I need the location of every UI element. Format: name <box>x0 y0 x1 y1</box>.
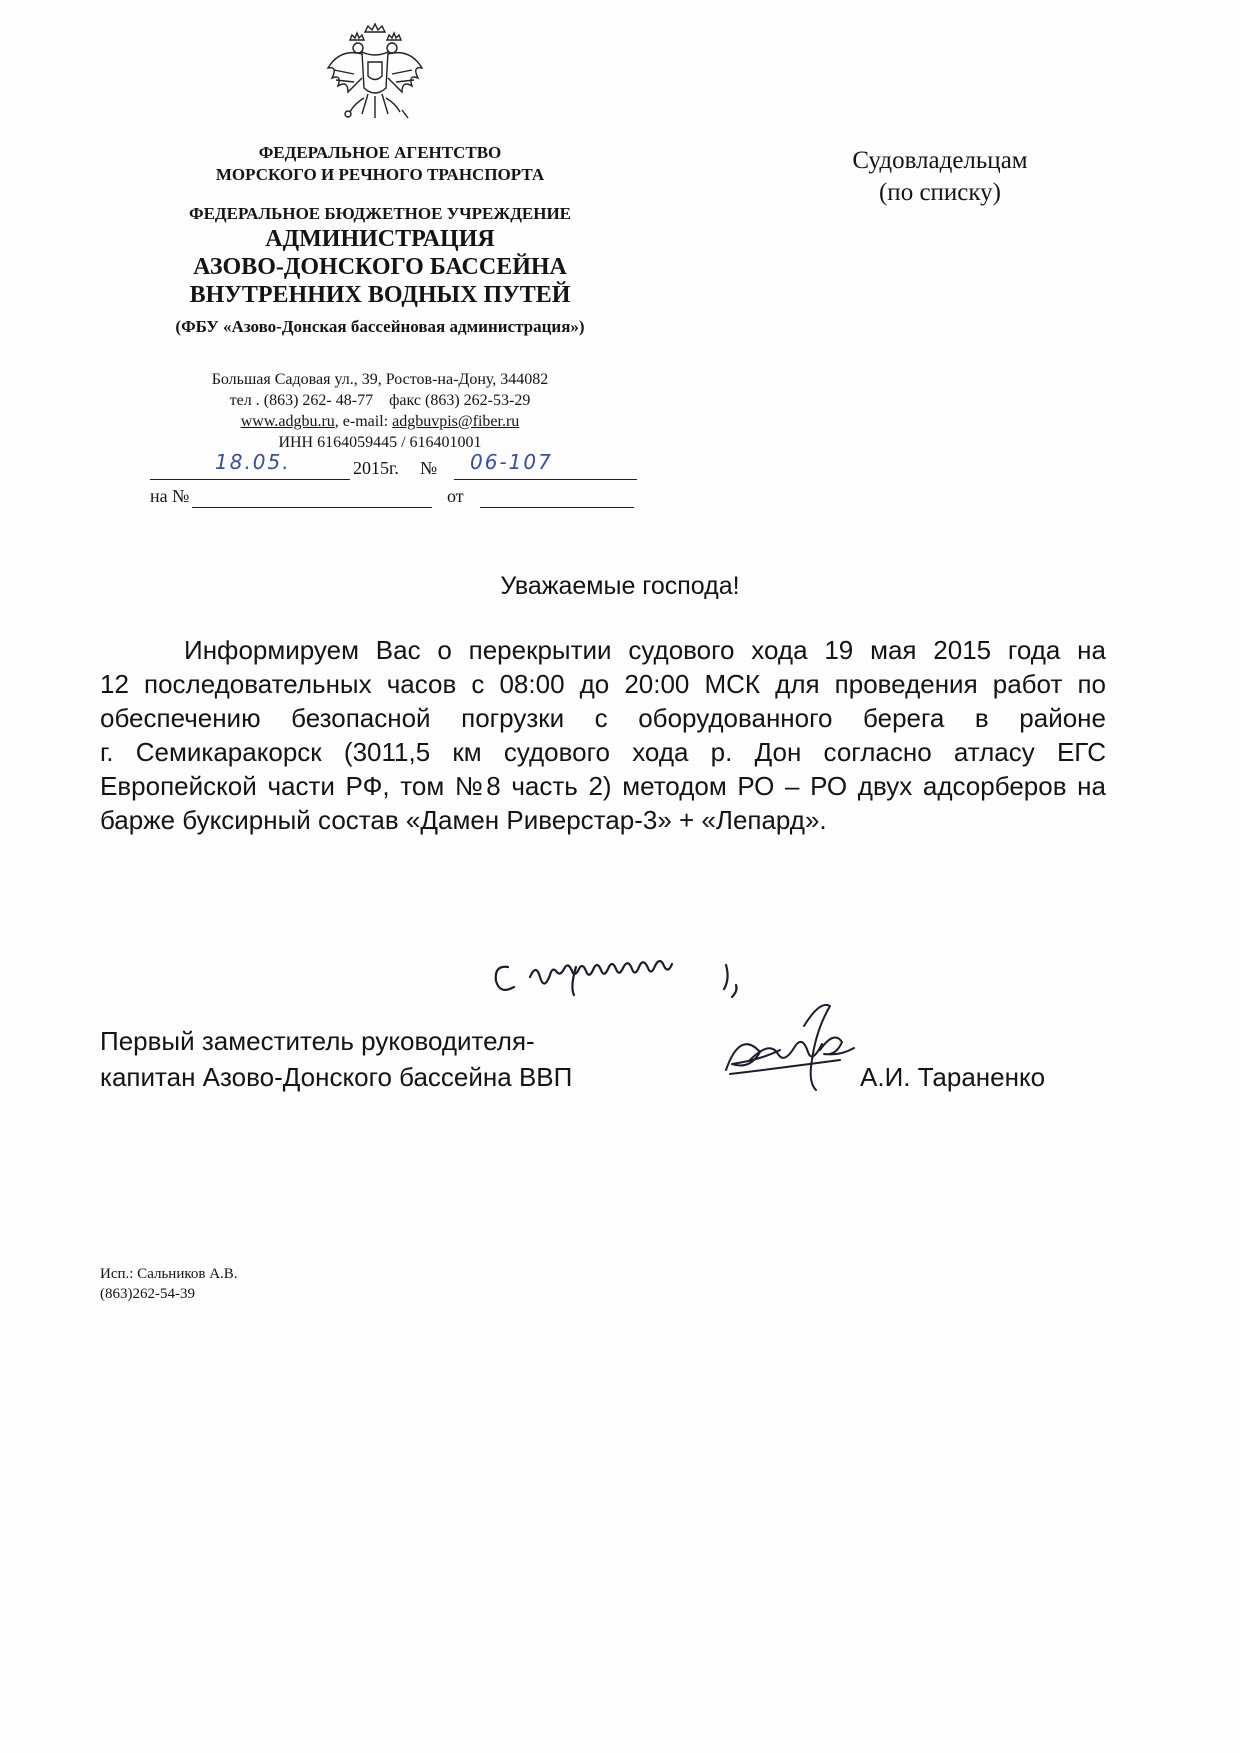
number-blank <box>454 479 637 480</box>
body-line: г. Семикаракорск (3011,5 км судового хода р. Дон согласно атласу ЕГС <box>100 737 1106 767</box>
body-line: барже буксирный состав «Дамен Риверстар-3» + «Лепард». <box>100 805 827 835</box>
recipient-line1: Судовладельцам <box>852 147 1028 174</box>
reference-label: на № <box>150 486 190 506</box>
signatory-title <box>100 1023 572 1095</box>
inn: ИНН 6164059445 / 616401001 <box>278 434 482 451</box>
executor-block <box>100 1264 238 1304</box>
signatory-title-line1: Первый заместитель руководителя- <box>100 1026 535 1056</box>
registration-line <box>150 450 640 484</box>
agency-name-line1: ФЕДЕРАЛЬНОЕ АГЕНТСТВО <box>258 143 502 162</box>
institution-type: ФЕДЕРАЛЬНОЕ БЮДЖЕТНОЕ УЧРЕЖДЕНИЕ <box>188 204 572 223</box>
body-line: 12 последовательных часов с 08:00 до 20:00 МСК для проведения работ по <box>100 669 1106 699</box>
executor-phone: (863)262-54-39 <box>100 1286 195 1302</box>
greeting: Уважаемые господа! <box>500 572 740 600</box>
email-prefix: , e-mail: <box>334 413 393 430</box>
recipient-line2: (по списку) <box>878 179 1002 206</box>
signatory-title-line2: капитан Азово-Донского бассейна ВВП <box>100 1062 573 1092</box>
agency-name-line2: МОРСКОГО И РЕЧНОГО ТРАНСПОРТА <box>215 165 545 184</box>
year-suffix: 2015г. <box>353 458 399 478</box>
from-blank <box>480 507 634 508</box>
reference-blank <box>192 507 432 508</box>
signatory-name: А.И. Тараненко <box>860 1062 1046 1092</box>
phone: тел . (863) 262- 48-77 <box>229 392 374 409</box>
web-email-line <box>110 412 650 432</box>
address: Большая Садовая ул., 39, Ростов-на-Дону, 344082 <box>211 371 549 388</box>
number-label: № <box>420 458 438 478</box>
body-line: Информируем Вас о перекрытии судового хода 19 мая 2015 года на <box>184 635 1106 665</box>
institution-short-name: (ФБУ «Азово-Донская бассейновая администрация») <box>175 317 585 336</box>
date-blank <box>150 479 350 480</box>
coat-of-arms-icon <box>320 18 430 128</box>
institution-name-line3: ВНУТРЕННИХ ВОДНЫХ ПУТЕЙ <box>189 282 571 308</box>
reference-line <box>150 484 640 512</box>
handwritten-signature <box>720 990 860 1100</box>
letter-body <box>100 633 1106 837</box>
institution-name-line1: АДМИНИСТРАЦИЯ <box>265 226 495 252</box>
handwritten-number: 06-107 <box>470 450 553 474</box>
website-link[interactable]: www.adgbu.ru <box>240 413 335 430</box>
fax: факс (863) 262-53-29 <box>389 392 531 409</box>
handwritten-date: 18.05. <box>215 450 291 474</box>
phone-fax-line <box>110 391 650 411</box>
body-line: обеспечению безопасной погрузки с оборудованного берега в районе <box>100 703 1106 733</box>
from-label: от <box>447 486 464 506</box>
institution-name-line2: АЗОВО-ДОНСКОГО БАССЕЙНА <box>193 254 567 280</box>
executor-name: Исп.: Сальников А.В. <box>100 1266 238 1282</box>
body-line: Европейской части РФ, том №8 часть 2) методом РО – РО двух адсорберов на <box>100 771 1106 801</box>
recipient-block <box>790 145 1090 209</box>
email-link[interactable]: adgbuvpis@fiber.ru <box>392 413 520 430</box>
